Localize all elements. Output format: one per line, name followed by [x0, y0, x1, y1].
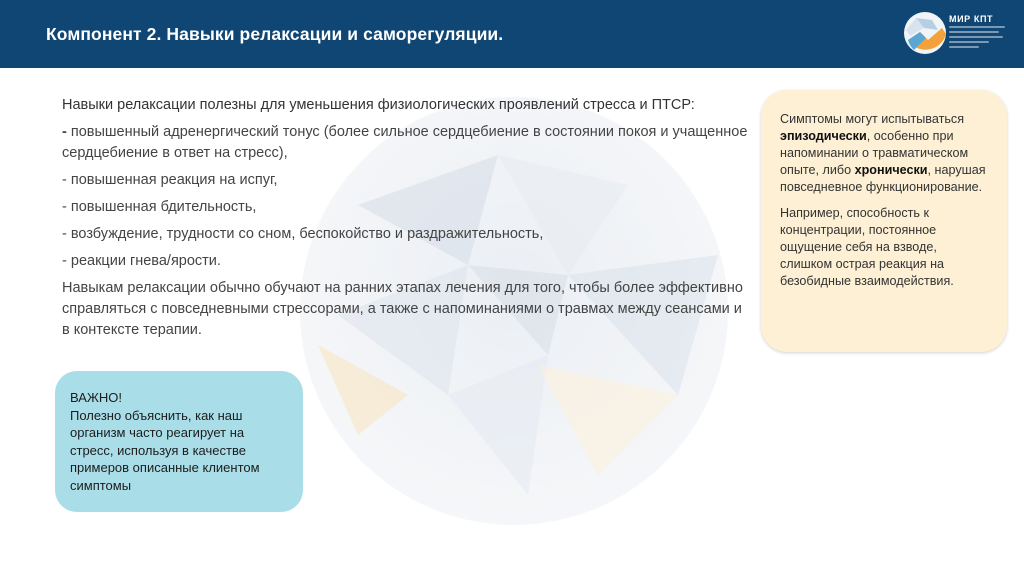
intro-text: Навыки релаксации полезны для уменьшения физиологических проявлений стресса и ПТСР: — [62, 97, 695, 113]
outro-text: Навыкам релаксации обычно обучают на ранних этапах лечения для того, чтобы более эффективно справляться с повседневными стрессорами, а также с напоминаниями о травмах между сеансами и в контексте терапии. — [62, 280, 743, 338]
important-body: Полезно объяснить, как наш организм часто реагирует на стресс, используя в качестве примеров описанные клиентом симптомы — [70, 407, 260, 493]
logo — [902, 10, 1012, 56]
logo-name: МИР КПТ — [949, 14, 994, 24]
page-title: Компонент 2. Навыки релаксации и саморегуляции. — [46, 24, 504, 44]
list-item: - повышенный адренергический тонус (более сильное сердцебиение в состоянии покоя и учащенное сердцебиение в ответ на стресс), — [62, 124, 748, 161]
symptoms-paragraph: Симптомы могут испытываться эпизодически, особенно при напоминании о травматическом опыте, либо хронически, нарушая повседневное функционирование. — [780, 112, 986, 194]
main-content — [62, 95, 752, 341]
list-item: - реакции гнева/ярости. — [62, 253, 221, 269]
list-item: - повышенная бдительность, — [62, 199, 257, 215]
list-item: - повышенная реакция на испуг, — [62, 172, 278, 188]
important-heading: ВАЖНО! — [70, 390, 123, 405]
list-item: - возбуждение, трудности со сном, беспокойство и раздражительность, — [62, 226, 544, 242]
globe-logo-icon — [902, 10, 948, 56]
logo-tagline — [949, 26, 1007, 51]
important-callout — [55, 371, 303, 512]
symptoms-example: Например, способность к концентрации, постоянное ощущение себя на взводе, слишком острая реакция на безобидные взаимодействия. — [780, 206, 954, 288]
header-bar — [0, 0, 1024, 68]
symptoms-callout — [761, 90, 1007, 352]
